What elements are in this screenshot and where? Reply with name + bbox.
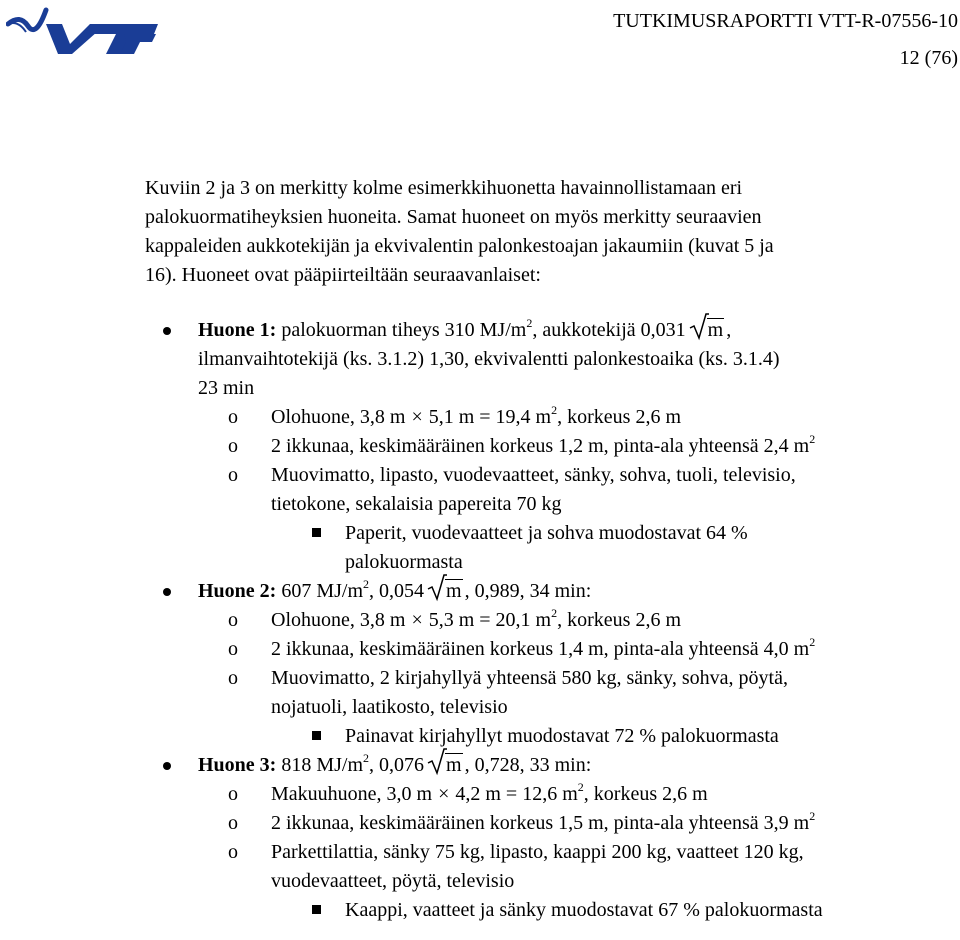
square-bullet-icon: [312, 528, 321, 537]
sub-list-item: o Makuuhuone, 3,0 m × 4,2 m = 12,6 $m^2$, korkeus 2,6 m: [145, 780, 935, 809]
room-1-line: 23 min: [198, 377, 255, 399]
sub-list-item: o Olohuone, 3,8 m × 5,3 m = 20,1 $m^2$, korkeus 2,6 m: [145, 606, 935, 635]
room-label: Huone 2:: [198, 580, 277, 602]
room-1-line: ilmanvaihtotekijä (ks. 3.1.2) 1,30, ekvivalentti palonkestoaika (ks. 3.1.4): [198, 348, 780, 370]
sub-list-item: o Parkettilattia, sänky 75 kg, lipasto, kaappi 200 kg, vaatteet 120 kg,: [145, 838, 935, 867]
sub-sub-list-item: Painavat kirjahyllyt muodostavat 72 % palokuormasta: [145, 722, 935, 751]
report-id: TUTKIMUSRAPORTTI VTT-R-07556-10: [613, 10, 958, 32]
paragraph-line: palokuormatiheyksien huoneita. Samat huoneet on myös merkitty seuraavien: [145, 206, 762, 228]
sub-list-item: o Muovimatto, 2 kirjahyllyä yhteensä 580 kg, sänky, sohva, pöytä,: [145, 664, 935, 693]
sub-list-item: o 2 ikkunaa, keskimääräinen korkeus 1,4 m, pinta-ala yhteensä 4,0 $m^2$: [145, 635, 935, 664]
times-icon: ×: [411, 609, 423, 631]
sub-sub-list-item-cont: palokuormasta: [345, 551, 463, 573]
circle-marker-icon: o: [228, 638, 238, 660]
circle-marker-icon: o: [228, 667, 238, 689]
circle-marker-icon: o: [228, 783, 238, 805]
square-bullet-icon: [312, 905, 321, 914]
room-3-item: Huone 3: 818 $MJ/m^2$, 0,076 m , 0,728, 33 min:: [145, 751, 935, 780]
room-1-item: Huone 1: palokuorman tiheys 310 $MJ/m^2$, aukkotekijä 0,031 m ,: [145, 316, 935, 345]
square-root-icon: m: [427, 577, 463, 606]
circle-marker-icon: o: [228, 464, 238, 486]
sub-sub-list-item: Paperit, vuodevaatteet ja sohva muodostavat 64 %: [145, 519, 935, 548]
paragraph-line: 16). Huoneet ovat pääpiirteiltään seuraavanlaiset:: [145, 264, 541, 286]
room-label: Huone 1:: [198, 319, 277, 341]
document-body: [145, 174, 935, 925]
paragraph-line: kappaleiden aukkotekijän ja ekvivalentin palonkestoajan jakaumiin (kuvat 5 ja: [145, 235, 774, 257]
sub-list-item-cont: nojatuoli, laatikosto, televisio: [271, 696, 508, 718]
circle-marker-icon: o: [228, 406, 238, 428]
bullet-icon: [163, 762, 171, 770]
square-root-icon: m: [427, 751, 463, 780]
vtt-logo: [6, 2, 158, 54]
paragraph-line: Kuviin 2 ja 3 on merkitty kolme esimerkkihuonetta havainnollistamaan eri: [145, 177, 743, 199]
sub-list-item-cont: tietokone, sekalaisia papereita 70 kg: [271, 493, 562, 515]
sub-list-item: o Muovimatto, lipasto, vuodevaatteet, sänky, sohva, tuoli, televisio,: [145, 461, 935, 490]
sub-list-item: o 2 ikkunaa, keskimääräinen korkeus 1,5 m, pinta-ala yhteensä 3,9 $m^2$: [145, 809, 935, 838]
circle-marker-icon: o: [228, 609, 238, 631]
bullet-icon: [163, 588, 171, 596]
circle-marker-icon: o: [228, 812, 238, 834]
square-bullet-icon: [312, 731, 321, 740]
page-number: 12 (76): [899, 47, 958, 69]
room-label: Huone 3:: [198, 754, 277, 776]
circle-marker-icon: o: [228, 435, 238, 457]
times-icon: ×: [411, 406, 423, 428]
bullet-icon: [163, 327, 171, 335]
circle-marker-icon: o: [228, 841, 238, 863]
times-icon: ×: [438, 783, 450, 805]
sub-list-item: o 2 ikkunaa, keskimääräinen korkeus 1,2 m, pinta-ala yhteensä 2,4 $m^2$: [145, 432, 935, 461]
square-root-icon: m: [689, 316, 725, 345]
sub-list-item: o Olohuone, 3,8 m × 5,1 m = 19,4 $m^2$, korkeus 2,6 m: [145, 403, 935, 432]
room-2-item: Huone 2: 607 $MJ/m^2$, 0,054 m , 0,989, 34 min:: [145, 577, 935, 606]
sub-list-item-cont: vuodevaatteet, pöytä, televisio: [271, 870, 515, 892]
sub-sub-list-item: Kaappi, vaatteet ja sänky muodostavat 67 % palokuormasta: [145, 896, 935, 925]
